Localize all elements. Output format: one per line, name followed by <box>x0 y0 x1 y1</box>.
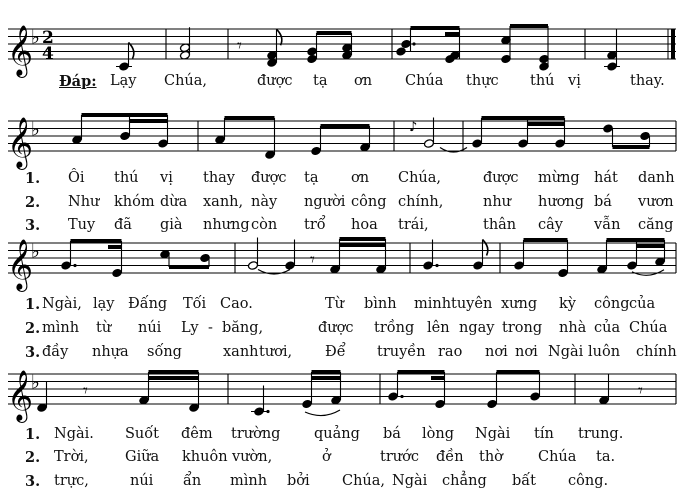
lyric-syllable: Tối <box>183 296 207 312</box>
lyric-syllable: Chúa <box>538 449 577 465</box>
lyric-syllable: Chúa, <box>164 73 208 89</box>
lyric-syllable: mình <box>42 320 80 336</box>
notehead <box>554 139 565 149</box>
lyric-syllable: bởi <box>287 473 310 489</box>
lyric-syllable: Suốt <box>125 426 159 442</box>
notehead <box>60 261 71 271</box>
lyric-syllable: tươi, <box>259 344 293 360</box>
stanza-b-verse-2 <box>0 320 690 338</box>
notehead <box>395 47 406 57</box>
verse-number: 1. <box>25 296 41 313</box>
augmentation-dot <box>412 42 415 45</box>
notehead <box>517 139 528 149</box>
lyric-syllable: trong <box>502 320 543 336</box>
lyric-syllable: băng, <box>222 320 264 336</box>
augmentation-dot <box>73 264 76 267</box>
lyric-syllable: Chúa <box>629 320 668 336</box>
lyric-syllable: minh <box>414 296 452 312</box>
lyric-syllable: Ngài <box>475 426 511 442</box>
lyric-syllable: Ngài <box>392 473 428 489</box>
lyric-syllable: thay <box>203 170 236 186</box>
verse-number: 3. <box>25 217 41 234</box>
flag <box>483 240 488 256</box>
time-signature-top: 2 <box>42 28 54 48</box>
lyric-syllable: vườn, <box>232 449 273 465</box>
lyric-syllable: - <box>208 320 213 336</box>
lyric-syllable: Ôi <box>68 170 85 186</box>
lyric-syllable: nơi <box>515 344 538 360</box>
flag <box>277 29 282 45</box>
flag <box>129 43 134 59</box>
notehead <box>310 146 321 156</box>
treble-clef-icon: 𝄞 <box>7 25 34 76</box>
lyric-syllable: tín <box>534 426 554 442</box>
lyric-syllable: Ngài <box>548 344 584 360</box>
treble-clef-icon: 𝄞 <box>7 370 34 421</box>
lyric-syllable: lên <box>427 320 450 336</box>
eighth-rest-icon: 𝄾 <box>310 249 315 271</box>
lyric-syllable: còn <box>251 217 278 233</box>
notehead <box>306 54 317 64</box>
lyric-syllable: rao <box>438 344 463 360</box>
lyric-syllable: công. <box>568 473 609 489</box>
lyric-syllable: ta. <box>596 449 616 465</box>
lyric-syllable: này <box>251 194 278 210</box>
lyric-syllable: đêm <box>181 426 213 442</box>
lyric-syllable: xanh <box>223 344 259 360</box>
verse-number: 1. <box>25 426 41 443</box>
lyric-syllable: lạy <box>93 296 115 312</box>
lyric-syllable: ẩn <box>183 473 202 489</box>
lyric-syllable: căng <box>638 217 674 233</box>
lyric-syllable: tuyên <box>451 296 493 312</box>
time-signature-bottom: 4 <box>42 44 54 64</box>
notehead <box>400 39 411 49</box>
lyric-syllable: vẫn <box>594 217 621 233</box>
notehead <box>626 261 637 271</box>
lyric-syllable: lòng <box>422 426 454 442</box>
response-label: Đáp: <box>59 73 97 90</box>
lyric-syllable: sống <box>147 344 182 360</box>
treble-clef-icon: 𝄞 <box>7 117 34 168</box>
lyric-syllable: Chúa, <box>342 473 386 489</box>
lyric-syllable: chính <box>636 344 677 360</box>
notehead <box>387 392 398 402</box>
lyric-syllable: hát <box>594 170 618 186</box>
lyric-syllable: công <box>351 194 387 210</box>
lyric-syllable: Giữa <box>125 449 160 465</box>
lyric-syllable: bá <box>383 426 401 442</box>
lyric-syllable: ngay <box>459 320 495 336</box>
lyric-syllable: ơn <box>354 73 373 89</box>
key-flat-icon: ♭ <box>31 240 40 263</box>
lyric-syllable: Chúa <box>405 73 444 89</box>
notehead <box>557 268 568 278</box>
lyric-syllable: trước <box>380 449 419 465</box>
lyric-syllable: ở <box>322 449 331 465</box>
stanza-c-verse-1 <box>0 426 690 444</box>
grace-note-icon: ♪ <box>409 120 418 135</box>
stanza-b-verse-1 <box>0 296 690 314</box>
eighth-rest-icon: 𝄾 <box>638 380 643 402</box>
lyric-syllable: được <box>483 170 519 186</box>
lyric-syllable: hoa <box>351 217 378 233</box>
notehead <box>513 261 524 271</box>
lyric-syllable: tạ <box>313 73 328 89</box>
notehead <box>434 399 445 409</box>
lyric-syllable: Để <box>325 344 346 360</box>
lyric-syllable: mình <box>230 473 268 489</box>
lyric-syllable: già <box>160 217 183 233</box>
notehead <box>602 124 613 134</box>
lyric-syllable: mừng <box>538 170 580 186</box>
notehead <box>639 131 650 141</box>
notehead <box>157 139 168 149</box>
lyric-syllable: Trời, <box>54 449 89 465</box>
eighth-rest-icon: 𝄾 <box>83 380 88 402</box>
augmentation-dot <box>400 395 403 398</box>
lyric-syllable: được <box>257 73 293 89</box>
key-flat-icon: ♭ <box>31 26 40 49</box>
lyric-syllable: từ <box>96 320 112 336</box>
verse-number: 3. <box>25 473 41 490</box>
notehead <box>301 399 312 409</box>
lyric-syllable: trường <box>231 426 281 442</box>
lyric-syllable: được <box>318 320 354 336</box>
lyric-syllable: bất <box>512 473 536 489</box>
augmentation-dot <box>435 264 438 267</box>
lyric-syllable: trực, <box>54 473 89 489</box>
lyric-syllable: nhưng <box>203 217 250 233</box>
stanza-a-verse-3 <box>0 217 690 235</box>
lyric-syllable: nơi <box>485 344 508 360</box>
notehead <box>119 131 130 141</box>
lyric-syllable: thay. <box>630 73 665 89</box>
stanza-c-verse-3 <box>0 473 690 491</box>
lyric-syllable: thú <box>114 170 139 186</box>
lyric-syllable: đầy <box>42 344 69 360</box>
lyric-syllable: vươn <box>638 194 674 210</box>
lyric-syllable: thú <box>530 73 555 89</box>
key-flat-icon: ♭ <box>31 371 40 394</box>
lyric-syllable: luôn <box>588 344 621 360</box>
lyric-syllable: xanh, <box>203 194 244 210</box>
lyric-syllable: của <box>629 296 656 312</box>
lyric-syllable: Như <box>68 194 100 210</box>
lyric-syllable: người <box>304 194 346 210</box>
stanza-c-verse-2 <box>0 449 690 467</box>
lyric-syllable: Đấng <box>128 296 168 312</box>
lyric-syllable: trái, <box>398 217 429 233</box>
lyric-syllable: nhà <box>559 320 587 336</box>
lyric-syllable: Cao. <box>220 296 253 312</box>
notehead <box>306 47 317 57</box>
stanza-a-verse-2 <box>0 194 690 212</box>
lyric-syllable: quảng <box>314 426 360 442</box>
lyric-syllable: núi <box>138 320 162 336</box>
verse-number: 2. <box>25 449 41 466</box>
lyric-syllable: thờ <box>479 449 503 465</box>
notehead <box>247 261 258 271</box>
notehead <box>471 139 482 149</box>
lyric-syllable: hương <box>538 194 585 210</box>
lyric-syllable: thân <box>483 217 517 233</box>
lyric-syllable: truyền <box>377 344 426 360</box>
notehead <box>111 268 122 278</box>
lyric-syllable: công <box>594 296 630 312</box>
lyric-syllable: như <box>483 194 512 210</box>
lyric-syllable: chẳng <box>442 473 487 489</box>
lyric-syllable: danh <box>638 170 675 186</box>
lyric-syllable: khóm <box>114 194 155 210</box>
lyric-syllable: bình <box>364 296 397 312</box>
lyric-syllable: được <box>251 170 287 186</box>
lyric-syllable: tạ <box>304 170 319 186</box>
lyric-syllable: Chúa, <box>398 170 442 186</box>
notehead <box>486 399 497 409</box>
lyric-syllable: của <box>594 320 621 336</box>
lyric-syllable: chính, <box>398 194 444 210</box>
lyric-syllable: trung. <box>578 426 624 442</box>
lyric-syllable: Ngài. <box>54 426 94 442</box>
lyric-syllable: Lạy <box>110 73 137 89</box>
lyric-syllable: kỳ <box>559 296 576 312</box>
lyric-syllable: Tuy <box>68 217 96 233</box>
notehead <box>284 261 295 271</box>
lyric-syllable: vị <box>568 73 581 89</box>
notehead <box>529 392 540 402</box>
lyric-syllable: thực <box>466 73 499 89</box>
lyric-syllable: dừa <box>160 194 188 210</box>
stanza-a-verse-1 <box>0 170 690 188</box>
response-lyrics <box>0 73 690 91</box>
verse-number: 2. <box>25 320 41 337</box>
lyric-syllable: xưng <box>501 296 538 312</box>
lyric-syllable: đã <box>114 217 132 233</box>
lyric-syllable: trổ <box>304 217 326 233</box>
lyric-syllable: cây <box>538 217 563 233</box>
eighth-rest-icon: 𝄾 <box>237 35 242 57</box>
lyric-syllable: nhựa <box>92 344 129 360</box>
stanza-b-verse-3 <box>0 344 690 362</box>
verse-number: 2. <box>25 194 41 211</box>
lyric-syllable: ơn <box>351 170 370 186</box>
key-flat-icon: ♭ <box>31 118 40 141</box>
notehead <box>472 261 483 271</box>
lyric-syllable: bá <box>594 194 612 210</box>
lyric-syllable: Ly <box>181 320 199 336</box>
verse-number: 1. <box>25 170 41 187</box>
notehead <box>422 261 433 271</box>
lyric-syllable: vị <box>160 170 173 186</box>
lyric-syllable: Từ <box>325 296 345 312</box>
lyric-syllable: Ngài, <box>42 296 82 312</box>
augmentation-dot <box>266 410 269 413</box>
lyric-syllable: đền <box>436 449 464 465</box>
verse-number: 3. <box>25 344 41 361</box>
lyric-syllable: khuôn <box>182 449 228 465</box>
lyric-syllable: trồng <box>374 320 415 336</box>
lyric-syllable: núi <box>130 473 154 489</box>
treble-clef-icon: 𝄞 <box>7 239 34 290</box>
slur <box>305 410 340 416</box>
notehead <box>423 139 434 149</box>
